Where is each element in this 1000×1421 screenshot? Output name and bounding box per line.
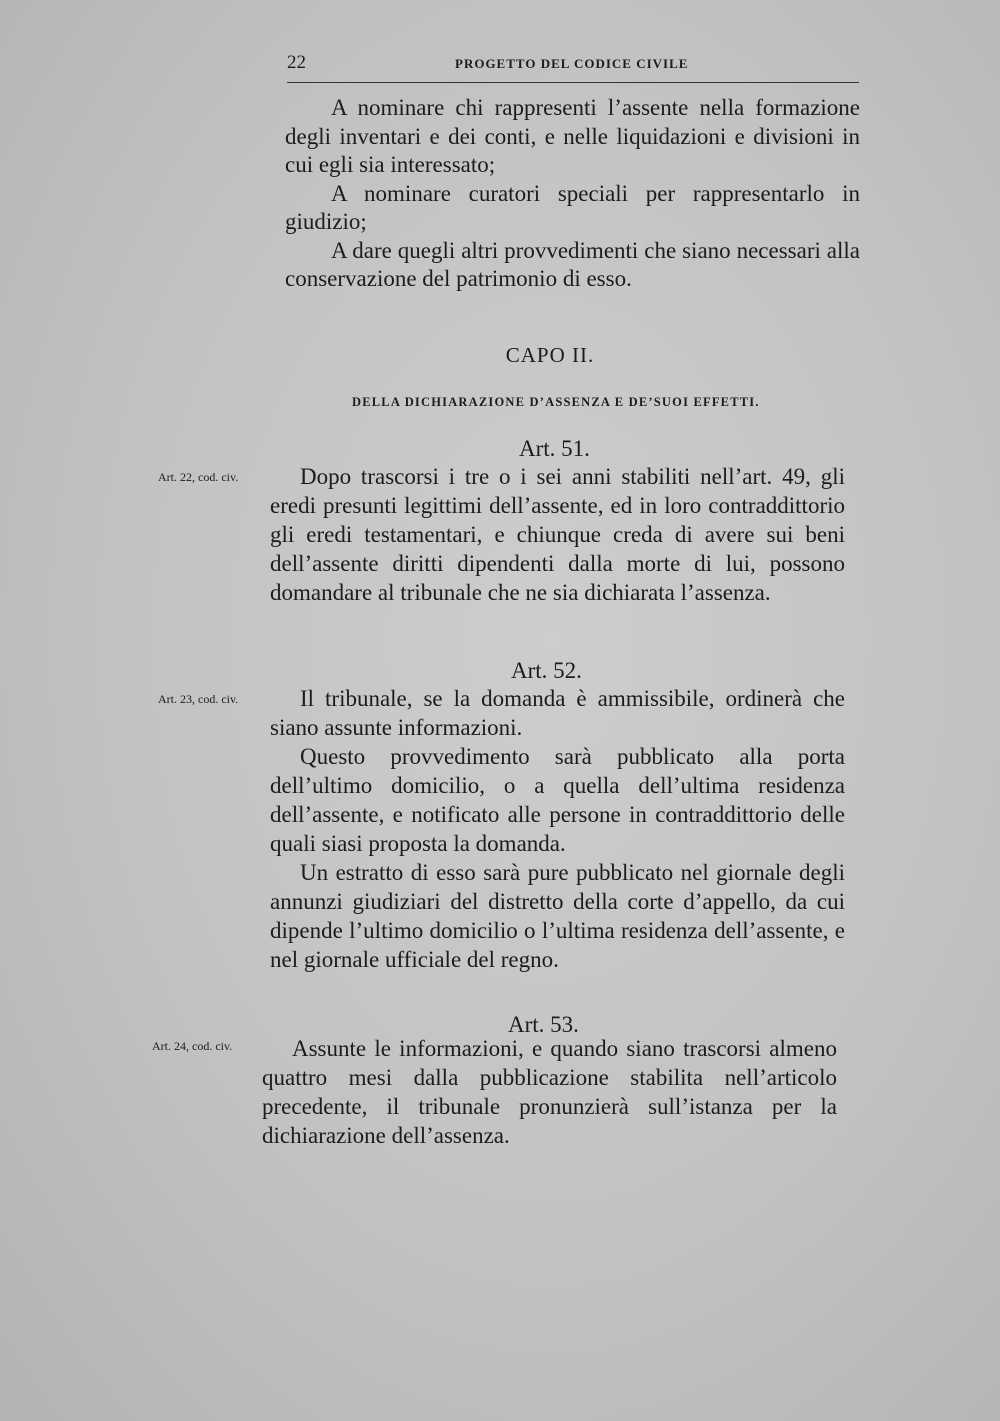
article-text xyxy=(270,684,845,974)
chapter-subtitle: DELLA DICHIARAZIONE D’ASSENZA E DE’SUOI EFFETTI. xyxy=(352,395,760,409)
paragraph: Assunte le informazioni, e quando siano trascorsi almeno quattro mesi dalla pubblicazione stabilita nell’articolo precedente, il tribunale pronunzierà sull’istanza per la dichiarazione dell’assenza. xyxy=(262,1036,837,1148)
intro-text xyxy=(285,94,860,294)
margin-note: Art. 22, cod. civ. xyxy=(158,470,239,484)
article-heading: Art. 53. xyxy=(508,1012,579,1037)
margin-note: Art. 23, cod. civ. xyxy=(158,692,239,706)
paragraph: Un estratto di esso sarà pure pubblicato nel giornale degli annunzi giudiziari del distretto della corte d’appello, da cui dipende l’ultimo domicilio o l’ultima residenza dell’assente, e nel giornale ufficiale del regno. xyxy=(270,860,845,972)
paragraph: A dare quegli altri provvedimenti che siano necessari alla conservazione del patrimonio di esso. xyxy=(285,237,860,291)
paragraph: Il tribunale, se la domanda è ammissibile, ordinerà che siano assunte informazioni. xyxy=(270,686,845,740)
page-header xyxy=(287,52,859,83)
paragraph: A nominare chi rappresenti l’assente nella formazione degli inventari e dei conti, e nelle liquidazioni e divisioni in cui egli sia interessato; xyxy=(285,95,860,177)
article-text xyxy=(270,462,845,607)
chapter-title: CAPO II. xyxy=(505,343,595,367)
page-number: 22 xyxy=(287,52,306,73)
article-heading: Art. 52. xyxy=(511,658,582,683)
article-heading: Art. 51. xyxy=(519,436,590,461)
margin-note: Art. 24, cod. civ. xyxy=(152,1039,233,1053)
paragraph: A nominare curatori speciali per rappresentarlo in giudizio; xyxy=(285,180,860,234)
paragraph: Dopo trascorsi i tre o i sei anni stabiliti nell’art. 49, gli eredi presunti legittimi dell’assente, ed in loro contraddittorio gli eredi testamentari, e chiunque creda di avere sui beni dell’assente diritti dipendenti dalla morte di lui, possono domandare al tribunale che ne sia dichiarata l’assenza. xyxy=(270,464,845,605)
paragraph: Questo provvedimento sarà pubblicato alla porta dell’ultimo domicilio, o a quella dell’ultima residenza dell’assente, e notificato alle persone in contraddittorio delle quali siasi proposta la domanda. xyxy=(270,744,845,856)
running-title: PROGETTO DEL CODICE CIVILE xyxy=(455,56,689,71)
article-text xyxy=(262,1034,837,1150)
